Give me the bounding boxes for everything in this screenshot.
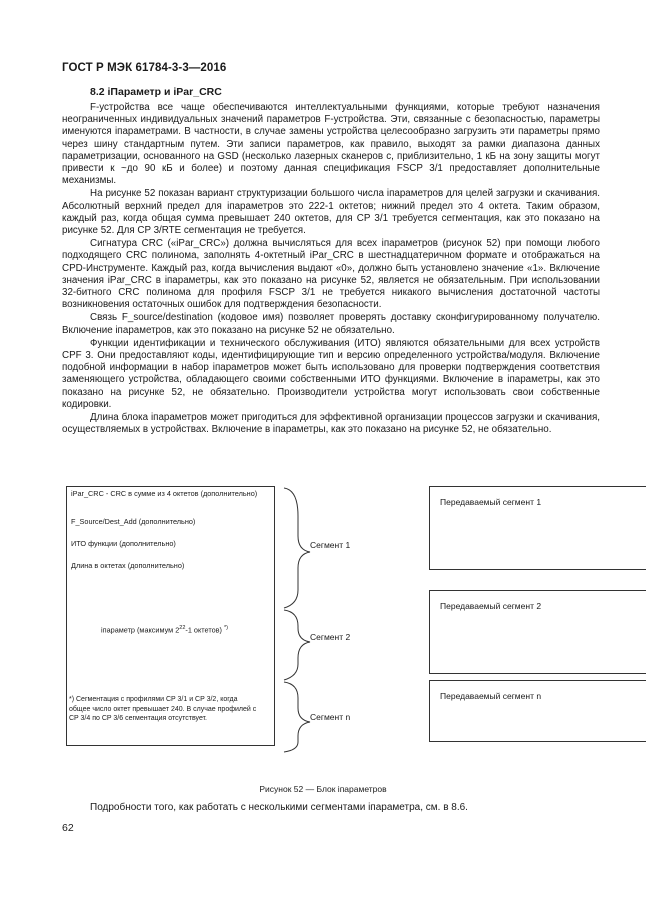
transmitted-segment-1	[429, 486, 646, 570]
source-dest-item: F_Source/Dest_Add (дополнительно)	[71, 517, 196, 526]
page-number: 62	[62, 822, 74, 834]
iparam-suffix: -1 октетов)	[185, 625, 222, 635]
paragraph: Связь F_source/destination (кодовое имя) позволяет проверять доставку сконфигурированному получателю. Включение iпараметров, как это показано на рисунке 52 не обязательно.	[62, 312, 600, 336]
figure-52	[62, 478, 602, 778]
paragraph: На рисунке 52 показан вариант структуризации большого числа iпараметров для целей загрузки и скачивания. Абсолютный верхний предел для iпараметров это 222-1 октетов; нижний предел это 4 октета. Таким образом, каждый раз, когда общая сумма превышает 240 октетов, для CP 3/1 требуется сегментация, как это показано на рисунке 52. Для CP 3/RTE сегментация не требуется.	[62, 188, 600, 237]
figure-caption: Рисунок 52 — Блок iпараметров	[259, 784, 387, 794]
iparam-exponent: 22	[179, 625, 186, 631]
paragraph: F-устройства все чаще обеспечиваются интеллектуальными функциями, которые требуют назначения неограниченных индивидуальных значений параметров F-устройства. Эти, связанные с безопасностью, параметры именуются iпараметрами. В частности, в случае замены устройства целесообразно загрузить эти параметры прямо через шину стандартным путем. Эти записи параметров, как правило, выходят за рамки диапазона данных параметризации, основанного на GSD (несколько лазерных сканеров с, приблизительно, 1 кБ на зону защиты могут привести к ~до 90 кБ и более) и поэтому данная спецификация FSCP 3/1 предоставляет дополнительные механизмы.	[62, 102, 600, 187]
transmitted-segment-2	[429, 590, 646, 674]
paragraph: Длина блока iпараметров может пригодиться для эффективной организации процессов загрузки и скачивания, осуществляемых в устройствах. Включение в iпараметры, как это показано на рисунке 52, не обязательно.	[62, 412, 600, 436]
segment-2-label: Сегмент 2	[310, 632, 351, 642]
iparam-block	[66, 486, 275, 746]
section-title: 8.2 iПараметр и iPar_CRC	[90, 86, 222, 98]
paragraph: Функции идентификации и технического обслуживания (ИТО) являются обязательными для всех устройств CPF 3. Они предоставляют коды, идентифицирующие тип и версию определенного устройства/модуля. Включение подобной информации в набор iпараметров может быть использовано для проверки подтверждения соответствия заменяющего устройства, обладающего своими собственными ИТО функциями. Включение в iпараметры, как это показано на рисунке 52, не обязательно. Производители устройства могут использовать свои собственные кодировки.	[62, 337, 600, 410]
brace-2	[284, 610, 310, 680]
iparam-footnote-mark: *)	[224, 625, 228, 631]
iparam-prefix: iпараметр (максимум 2	[101, 625, 180, 635]
body-text	[62, 102, 600, 437]
transmitted-segment-n	[429, 680, 646, 742]
segment-n-label: Сегмент n	[310, 712, 351, 722]
document-header: ГОСТ Р МЭК 61784-3-3—2016	[62, 62, 227, 74]
ito-item: ИТО функции (дополнительно)	[71, 539, 176, 548]
length-item: Длина в октетах (дополнительно)	[71, 561, 185, 570]
transmitted-segment-1-label: Передаваемый сегмент 1	[440, 497, 542, 507]
iparam-item	[101, 623, 271, 635]
brace-n	[284, 682, 310, 752]
paragraph: Сигнатура CRC («iPar_CRC») должна вычисляться для всех iпараметров (рисунок 52) при помощи любого подходящего CRC полинома, заполнять 4-октетный iPar_CRC в шестнадцатеричном формате и отображаться на CPD-Инструменте. Каждый раз, когда вычисления выдают «0», должно быть установлено значение «1». Включение значения iPar_CRC в iпараметры, как это показано на рисунке 52, является не обязательным. При использовании 32-битного CRC полинома для профиля FSCP 3/1 не требуется никакого вычисления достаточной частоты возникновения остаточных ошибок для подтверждения безопасности.	[62, 238, 600, 311]
segmentation-footnote: *) Сегментация с профилями CP 3/1 и CP 3/2, когда общее число октет превышает 240. В случае профилей с CP 3/4 по CP 3/6 сегментация отсутствует.	[69, 696, 257, 722]
brace-1	[284, 488, 310, 608]
transmitted-segment-n-label: Передаваемый сегмент n	[440, 691, 542, 701]
closing-paragraph: Подробности того, как работать с несколькими сегментами iпараметра, см. в 8.6.	[90, 802, 468, 813]
transmitted-segment-2-label: Передаваемый сегмент 2	[440, 601, 542, 611]
segment-1-label: Сегмент 1	[310, 540, 351, 550]
crc-item: iPar_CRC - CRC в сумме из 4 октетов (дополнительно)	[71, 489, 258, 498]
